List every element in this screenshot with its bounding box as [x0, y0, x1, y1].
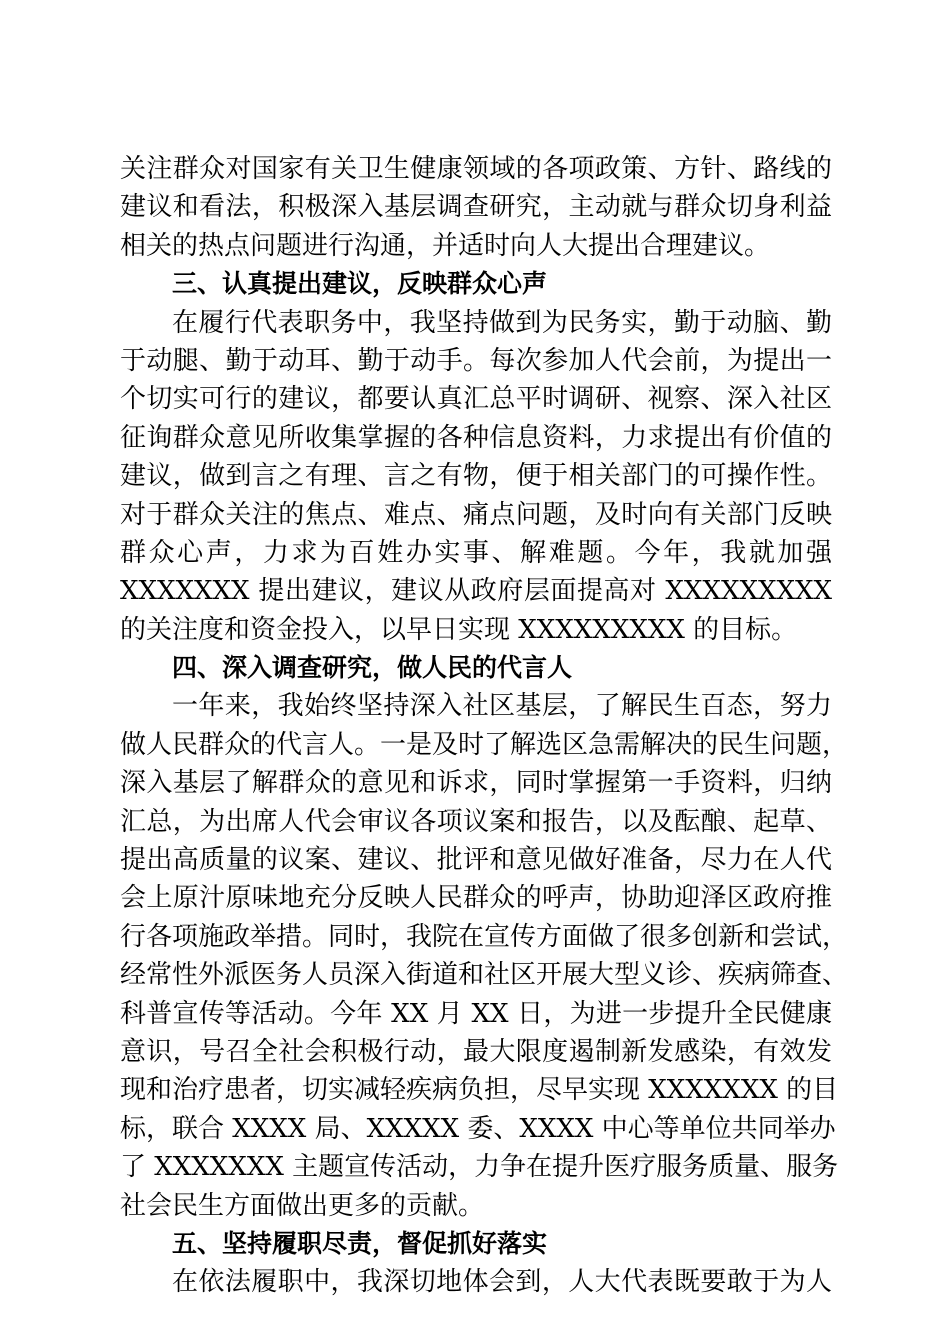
paragraph-policy-suggestions — [120, 150, 832, 265]
text-line: 提出高质量的议案、建议、批评和意见做好准备，尽力在人代 — [120, 845, 832, 876]
section-heading-3: 三、认真提出建议，反映群众心声 — [172, 269, 548, 299]
text-line: 建议，做到言之有理、言之有物，便于相关部门的可操作性。 — [120, 461, 832, 492]
text-line: 于动腿、勤于动耳、勤于动手。每次参加人代会前，为提出一 — [120, 345, 832, 376]
text-line: 征询群众意见所收集掌握的各种信息资料，力求提出有价值的 — [120, 422, 832, 453]
paragraph-duty — [120, 1263, 832, 1301]
text-line: 会上原汁原味地充分反映人民群众的呼声，协助迎泽区政府推 — [120, 883, 832, 914]
text-line: 经常性外派医务人员深入街道和社区开展大型义诊、疾病筛查、 — [120, 960, 849, 991]
text-line: 社会民生方面做出更多的贡献。 — [120, 1190, 485, 1221]
text-line: 的关注度和资金投入，以早日实现 XXXXXXXXX 的目标。 — [120, 614, 798, 645]
text-line: 相关的热点问题进行沟通，并适时向人大提出合理建议。 — [120, 230, 771, 261]
text-line: 标，联合 XXXX 局、XXXXX 委、XXXX 中心等单位共同举办 — [120, 1113, 836, 1144]
text-line: 汇总，为出席人代会审议各项议案和报告，以及酝酿、起草、 — [120, 806, 832, 837]
text-line: 一年来，我始终坚持深入社区基层，了解民生百态，努力 — [172, 691, 832, 722]
text-line: 深入基层了解群众的意见和诉求，同时掌握第一手资料，归纳 — [120, 768, 832, 799]
text-line: 现和治疗患者，切实减轻疾病负担，尽早实现 XXXXXXX 的目 — [120, 1075, 839, 1106]
text-line: 个切实可行的建议，都要认真汇总平时调研、视察、深入社区 — [120, 384, 832, 415]
text-line: 建议和看法，积极深入基层调查研究，主动就与群众切身利益 — [120, 192, 832, 223]
text-line: 在依法履职中，我深切地体会到，人大代表既要敢于为人 — [172, 1267, 832, 1298]
text-line: 在履行代表职务中，我坚持做到为民务实，勤于动脑、勤 — [172, 307, 832, 338]
document-body — [120, 150, 849, 1302]
paragraph-suggestions — [120, 304, 832, 650]
text-line: 对于群众关注的焦点、难点、痛点问题，及时向有关部门反映 — [120, 499, 832, 530]
text-line: 群众心声，力求为百姓办实事、解难题。今年，我就加强 — [120, 537, 832, 568]
text-line: 意识，号召全社会积极行动，最大限度遏制新发感染，有效发 — [120, 1036, 832, 1067]
text-line: 科普宣传等活动。今年 XX 月 XX 日，为进一步提升全民健康 — [120, 998, 832, 1029]
text-line: 行各项施政举措。同时，我院在宣传方面做了很多创新和尝试， — [120, 921, 849, 952]
text-line: 了 XXXXXXX 主题宣传活动，力争在提升医疗服务质量、服务 — [120, 1152, 839, 1183]
text-line: 做人民群众的代言人。一是及时了解选区急需解决的民生问题， — [120, 729, 849, 760]
text-line: 关注群众对国家有关卫生健康领域的各项政策、方针、路线的 — [120, 154, 832, 184]
text-line: XXXXXXX 提出建议，建议从政府层面提高对 XXXXXXXXX — [120, 576, 832, 607]
section-heading-4: 四、深入调查研究，做人民的代言人 — [172, 653, 573, 683]
paragraph-research — [120, 687, 849, 1224]
section-heading-5: 五、坚持履职尽责，督促抓好落实 — [172, 1228, 548, 1258]
